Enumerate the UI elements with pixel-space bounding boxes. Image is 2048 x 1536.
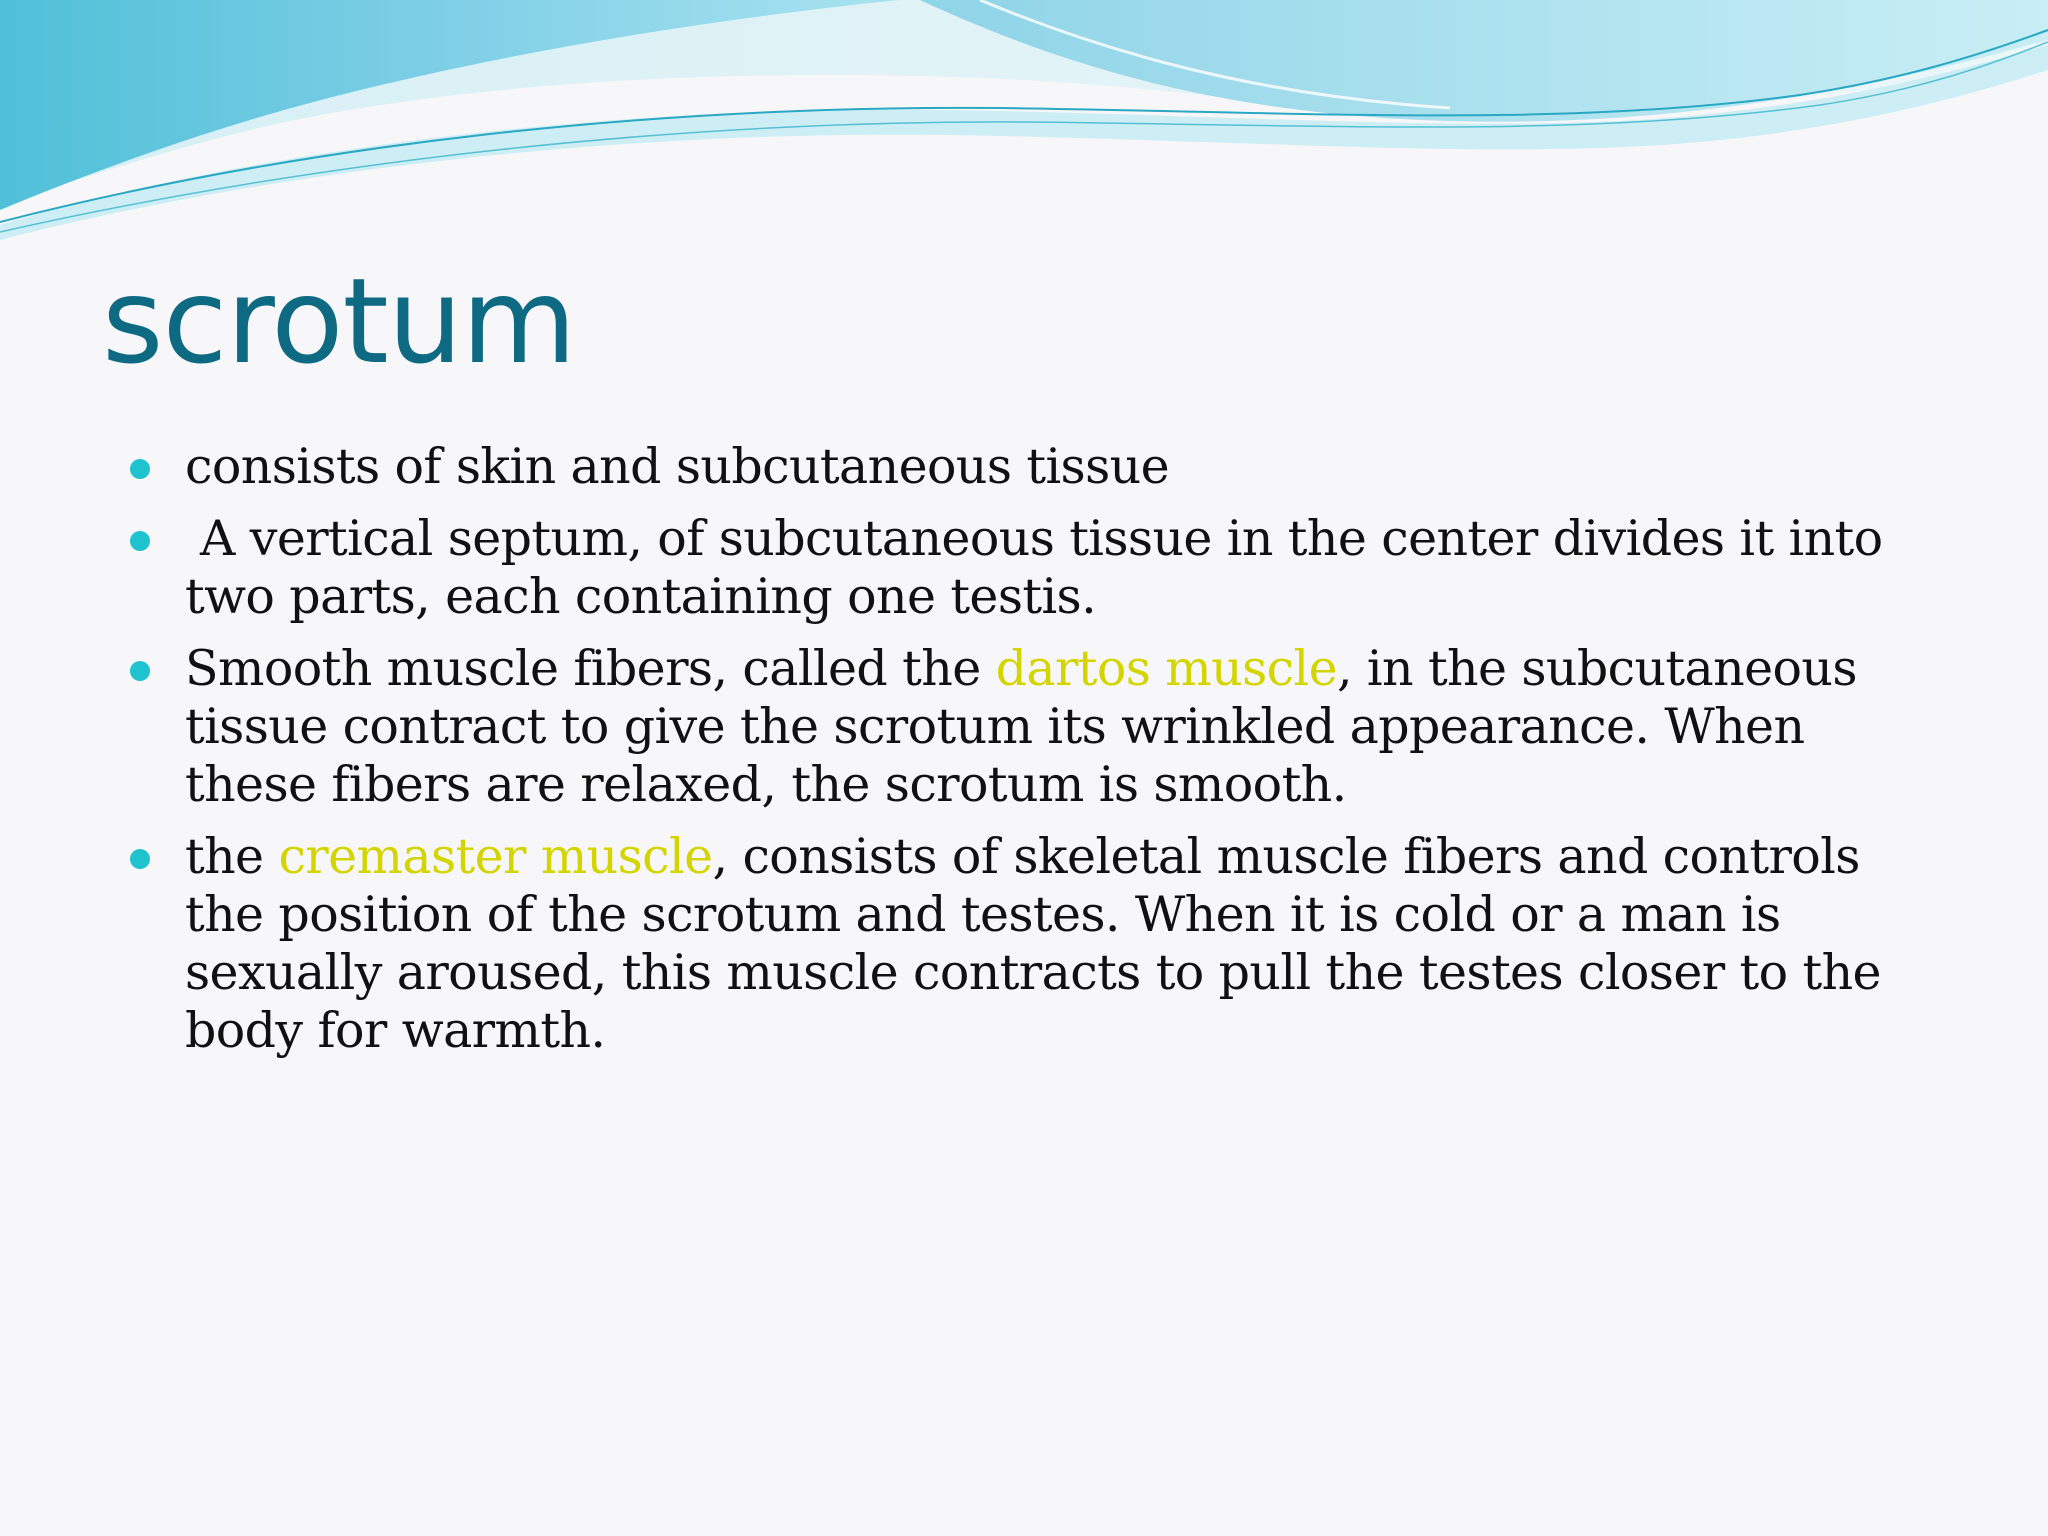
bullet-icon [130, 661, 150, 681]
bullet-item [128, 438, 1928, 496]
bullet-text-after: , consists of skeletal muscle fibers and controls the position of the scrotum and testes. When it is cold or a man is sexually aroused, this muscle contracts to pull the testes closer to the body for warmth. [185, 828, 1881, 1059]
highlight-term: dartos muscle [995, 640, 1337, 697]
bullet-icon [130, 849, 150, 869]
bullet-icon [130, 459, 150, 479]
bullet-item [128, 640, 1928, 814]
bullet-list [128, 438, 1928, 1074]
bullet-text: consists of skin and subcutaneous tissue [185, 438, 1169, 495]
bullet-text-after: , in the subcutaneous tissue contract to give the scrotum its wrinkled appearance. When these fibers are relaxed, the scrotum is smooth. [185, 640, 1857, 813]
bullet-icon [130, 531, 150, 551]
slide-title: scrotum [102, 252, 576, 390]
bullet-text: A vertical septum, of subcutaneous tissue in the center divides it into two parts, each containing one testis. [185, 510, 1898, 625]
bullet-item [128, 510, 1928, 626]
header-wave-decoration [0, 0, 2048, 240]
bullet-item [128, 828, 1928, 1060]
highlight-term: cremaster muscle [278, 828, 713, 885]
bullet-text-before: the [185, 828, 279, 885]
bullet-text-before: Smooth muscle fibers, called the [185, 640, 996, 697]
